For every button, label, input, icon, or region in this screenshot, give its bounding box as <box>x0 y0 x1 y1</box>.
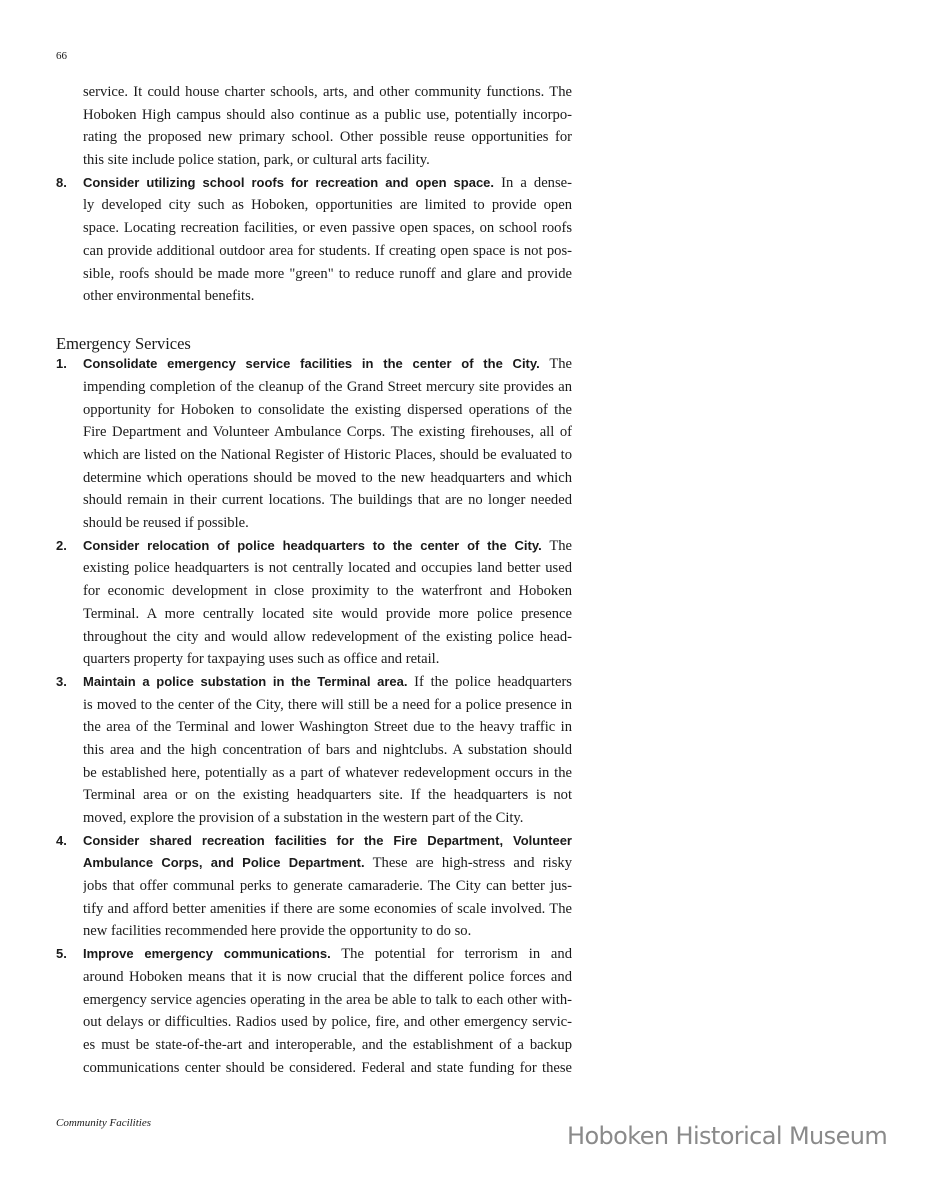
text-line <box>56 651 572 674</box>
body-text: rating the proposed new primary school. Other possible reuse opportunities for <box>83 129 572 146</box>
text-line <box>56 719 572 742</box>
text-line <box>56 697 572 720</box>
text-line <box>56 356 572 379</box>
line-text <box>83 538 572 561</box>
line-text <box>83 787 572 810</box>
body-text: If the police headquarters <box>407 673 572 690</box>
text-line <box>56 742 572 765</box>
text-line <box>56 175 572 198</box>
line-text <box>83 266 572 289</box>
body-text: space. Locating recreation facilities, or even passive open spaces, on school roofs <box>83 220 572 237</box>
numbered-item <box>56 833 572 946</box>
body-text: quarters property for taxpaying uses such as office and retail. <box>83 651 440 668</box>
text-line <box>56 923 572 946</box>
line-text <box>83 356 572 379</box>
line-text <box>83 1037 572 1060</box>
body-text: the area of the Terminal and lower Washington Street due to the heavy traffic in <box>83 719 572 736</box>
body-text: determine which operations should be moved to the new headquarters and which <box>83 469 572 486</box>
line-text <box>83 560 572 583</box>
line-text <box>83 674 572 697</box>
item-lead: Maintain a police substation in the Terminal area. <box>83 673 408 689</box>
body-text: new facilities recommended here provide the opportunity to do so. <box>83 923 472 940</box>
text-line <box>56 674 572 697</box>
line-text <box>83 197 572 220</box>
text-line <box>56 538 572 561</box>
body-text: throughout the city and would allow redevelopment of the existing police head- <box>83 628 572 645</box>
line-text <box>83 765 572 788</box>
body-text: moved, explore the provision of a substation in the western part of the City. <box>83 810 524 826</box>
line-text <box>83 606 572 629</box>
body-text: es must be state-of-the-art and interoperable, and the establishment of a backup <box>83 1036 572 1053</box>
line-text <box>83 742 572 765</box>
line-text <box>83 878 572 901</box>
body-text: communications center should be considered. Federal and state funding for these <box>83 1059 572 1076</box>
item-lead: Improve emergency communications. <box>83 946 331 962</box>
item-lead: Ambulance Corps, and Police Department. <box>83 855 365 871</box>
text-line <box>56 901 572 924</box>
line-text <box>83 107 572 130</box>
text-line <box>56 946 572 969</box>
footer-section-title: Community Facilities <box>56 1117 152 1129</box>
paragraph <box>56 84 572 175</box>
line-text <box>83 515 572 538</box>
line-text <box>83 152 572 175</box>
document-body <box>56 84 572 1082</box>
body-text: The potential for terrorism in and <box>330 946 572 963</box>
text-line <box>56 833 572 856</box>
line-text <box>83 583 572 606</box>
item-lead: Consider shared recreation facilities for the Fire Department, Volunteer <box>83 832 572 848</box>
body-text: service. It could house charter schools, arts, and other community functions. The <box>83 84 572 100</box>
line-text <box>83 833 572 856</box>
body-text: Terminal area or on the existing headquarters site. If the headquarters is not <box>83 787 572 804</box>
line-text <box>83 243 572 266</box>
body-text: The <box>539 356 572 373</box>
body-text: sible, roofs should be made more "green" to reduce runoff and glare and provide <box>83 265 572 282</box>
item-number: 2. <box>56 537 67 553</box>
numbered-item <box>56 175 572 311</box>
text-line <box>56 197 572 220</box>
text-line <box>56 878 572 901</box>
text-line <box>56 583 572 606</box>
line-text <box>83 651 572 674</box>
body-text: for economic development in close proximity to the waterfront and Hoboken <box>83 583 572 600</box>
line-text <box>83 492 572 515</box>
text-line <box>56 129 572 152</box>
item-lead: Consider utilizing school roofs for recreation and open space. <box>83 174 495 190</box>
line-text <box>83 129 572 152</box>
page-number: 66 <box>56 50 67 62</box>
item-number: 8. <box>56 174 67 190</box>
line-text <box>83 992 572 1015</box>
item-lead: Consider relocation of police headquarters to the center of the City. <box>83 537 542 553</box>
body-text: around Hoboken means that it is now crucial that the different police forces and <box>83 968 572 985</box>
text-line <box>56 765 572 788</box>
body-text: In a dense- <box>494 174 572 191</box>
numbered-item <box>56 356 572 538</box>
text-line <box>56 560 572 583</box>
line-text <box>83 84 572 107</box>
text-line <box>56 402 572 425</box>
numbered-item <box>56 674 572 833</box>
body-text: emergency service agencies operating in the area be able to talk to each other with- <box>83 991 572 1008</box>
text-line <box>56 1014 572 1037</box>
text-line <box>56 470 572 493</box>
body-text: The <box>541 537 572 554</box>
line-text <box>83 697 572 720</box>
item-lead: Consolidate emergency service facilities in the center of the City. <box>83 356 540 372</box>
body-text: These are high-stress and risky <box>364 855 572 872</box>
body-text: this area and the high concentration of bars and nightclubs. A substation should <box>83 741 572 758</box>
text-line <box>56 243 572 266</box>
body-text: Fire Department and Volunteer Ambulance Corps. The existing firehouses, all of <box>83 424 572 441</box>
body-text: should remain in their current locations. The buildings that are no longer needed <box>83 492 572 509</box>
body-text: existing police headquarters is not centrally located and occupies land better used <box>83 560 572 577</box>
text-line <box>56 84 572 107</box>
text-line <box>56 379 572 402</box>
body-text: be established here, potentially as a part of whatever redevelopment occurs in the <box>83 764 572 781</box>
body-text: ly developed city such as Hoboken, opportunities are limited to provide open <box>83 197 572 214</box>
line-text <box>83 175 572 198</box>
line-text <box>83 923 572 946</box>
text-line <box>56 1037 572 1060</box>
text-line <box>56 1060 572 1083</box>
item-number: 1. <box>56 356 67 372</box>
text-line <box>56 969 572 992</box>
item-number: 4. <box>56 832 67 848</box>
line-text <box>83 969 572 992</box>
body-text: jobs that offer communal perks to generate camaraderie. The City can better jus- <box>83 878 572 895</box>
line-text <box>83 810 572 833</box>
line-text <box>83 470 572 493</box>
line-text <box>83 901 572 924</box>
text-line <box>56 810 572 833</box>
body-text: this site include police station, park, or cultural arts facility. <box>83 152 430 169</box>
text-line <box>56 855 572 878</box>
line-text <box>83 855 572 878</box>
body-text: tify and afford better amenities if there are some economies of scale involved. The <box>83 900 572 917</box>
body-text: opportunity for Hoboken to consolidate the existing dispersed operations of the <box>83 401 572 418</box>
body-text: which are listed on the National Register of Historic Places, should be evaluated to <box>83 447 572 463</box>
body-text: other environmental benefits. <box>83 288 255 305</box>
line-text <box>83 288 572 311</box>
text-line <box>56 606 572 629</box>
item-number: 5. <box>56 946 67 962</box>
numbered-item <box>56 538 572 674</box>
body-text: impending completion of the cleanup of the Grand Street mercury site provides an <box>83 378 572 395</box>
line-text <box>83 1014 572 1037</box>
body-text: is moved to the center of the City, there will still be a need for a police presence in <box>83 696 572 713</box>
body-text: Hoboken High campus should also continue as a public use, potentially incorpo- <box>83 106 572 123</box>
line-text <box>83 424 572 447</box>
body-text: out delays or difficulties. Radios used by police, fire, and other emergency servic- <box>83 1014 572 1031</box>
text-line <box>56 629 572 652</box>
text-line <box>56 152 572 175</box>
line-text <box>83 220 572 243</box>
line-text <box>83 1060 572 1083</box>
line-text <box>83 447 572 470</box>
text-line <box>56 492 572 515</box>
body-text: can provide additional outdoor area for students. If creating open space is not pos- <box>83 242 572 259</box>
line-text <box>83 719 572 742</box>
line-text <box>83 946 572 969</box>
item-number: 3. <box>56 673 67 689</box>
body-text: should be reused if possible. <box>83 515 249 532</box>
body-text: Terminal. A more centrally located site would provide more police presence <box>83 605 572 622</box>
text-line <box>56 220 572 243</box>
text-line <box>56 515 572 538</box>
text-line <box>56 266 572 289</box>
text-line <box>56 992 572 1015</box>
numbered-item <box>56 946 572 1082</box>
line-text <box>83 379 572 402</box>
line-text <box>83 402 572 425</box>
text-line <box>56 787 572 810</box>
text-line <box>56 447 572 470</box>
section-heading: Emergency Services <box>56 333 191 353</box>
text-line <box>56 424 572 447</box>
text-line <box>56 107 572 130</box>
spacer <box>56 311 572 334</box>
text-line <box>56 288 572 311</box>
watermark: Hoboken Historical Museum <box>567 1122 888 1150</box>
line-text <box>83 629 572 652</box>
